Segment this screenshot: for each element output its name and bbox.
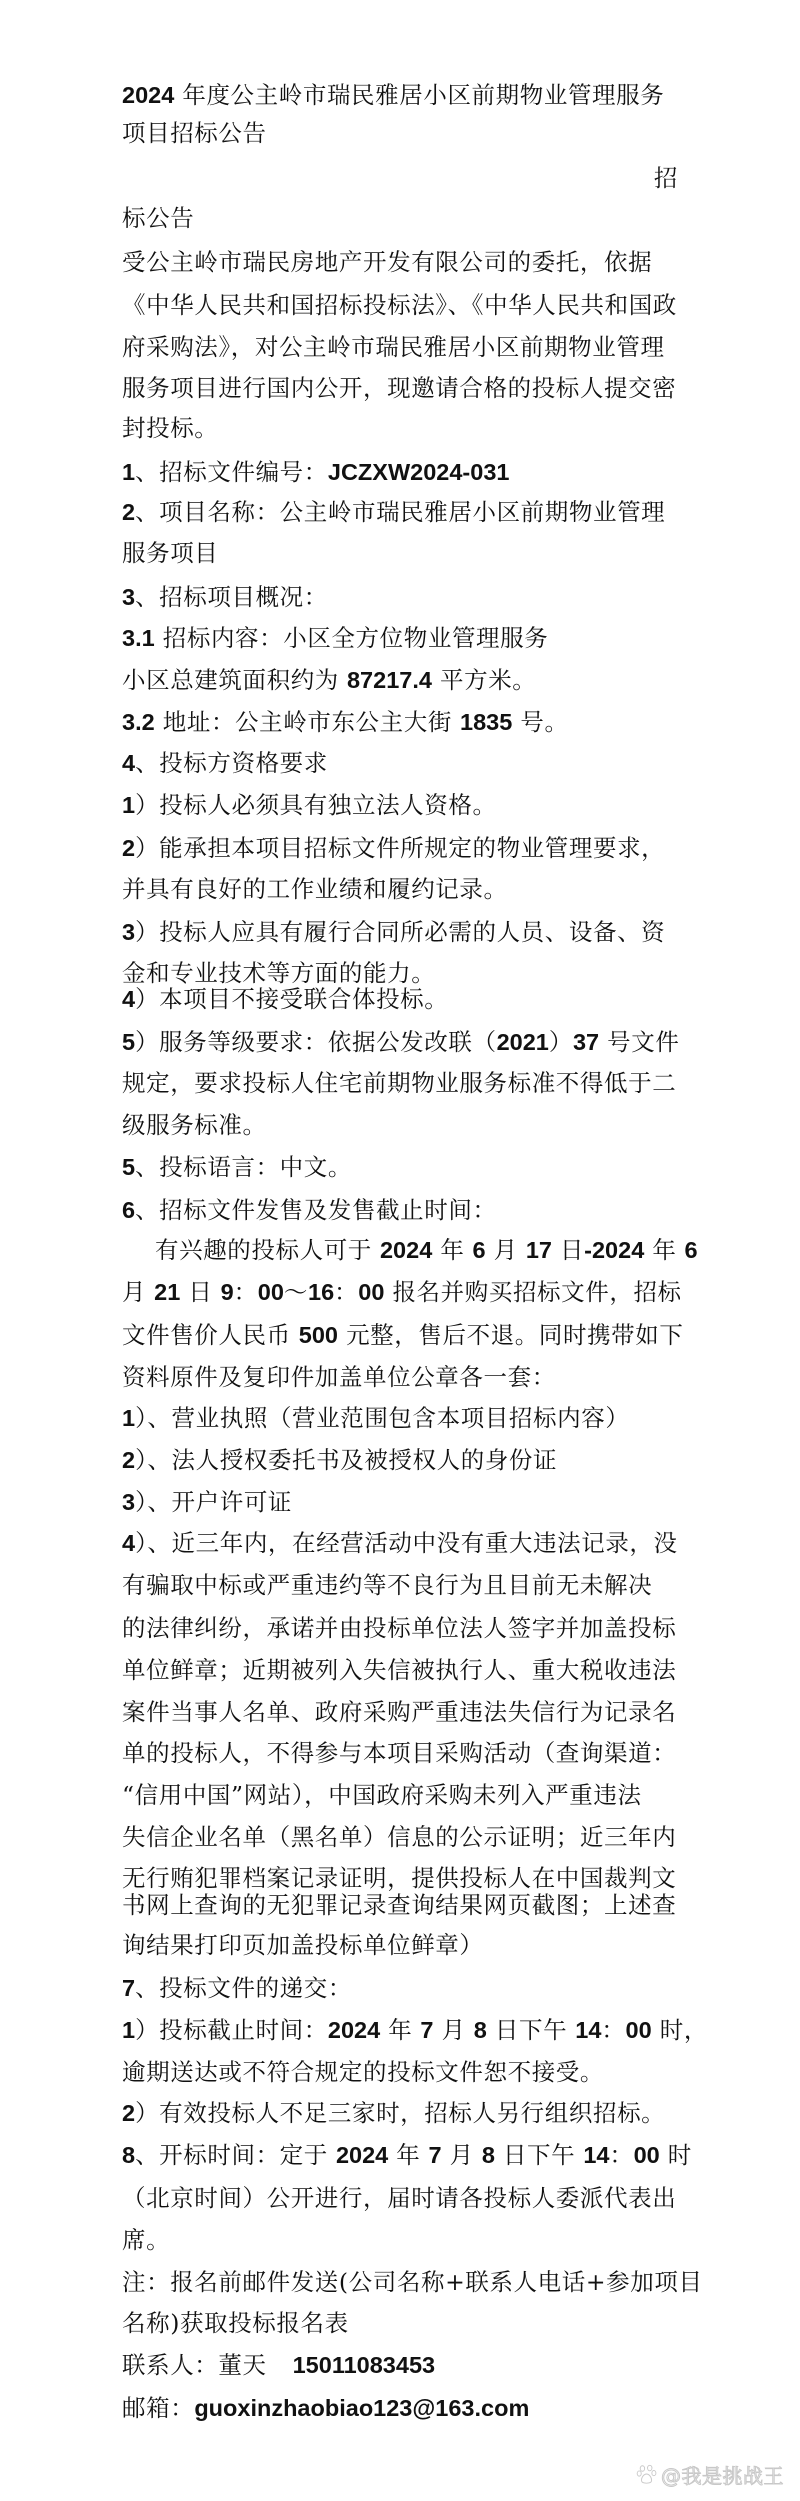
address-suffix: 号。: [512, 708, 569, 736]
qualification-item-cont: 规定，要求投标人住宅前期物业服务标准不得低于二: [122, 1069, 677, 1097]
section-5-language: [122, 1150, 352, 1184]
qualification-item: [122, 1025, 679, 1059]
text: 、开标时间：定于: [135, 2141, 336, 2169]
material-item-cont: “信用中国”网站），中国政府采购未列入严重违法: [122, 1781, 642, 1809]
item-number: 1: [122, 2017, 136, 2043]
sale-period-line: 资料原件及复印件加盖单位公章各一套：: [122, 1363, 556, 1391]
section-number: 2: [122, 499, 136, 525]
section-label: 、投标文件的递交：: [135, 1974, 352, 2002]
paren: ）: [548, 1028, 573, 1056]
doc-title-line-1: [122, 78, 664, 112]
item-number: 2: [122, 2100, 136, 2126]
item-text: ）、营业执照（营业范围包含本项目招标内容）: [135, 1404, 630, 1432]
submission-item: [122, 2013, 708, 2047]
item-text: ）服务等级要求：依据公发改联（: [135, 1028, 497, 1056]
range: ～: [283, 1278, 308, 1306]
section-number: 6: [122, 1197, 136, 1223]
item-text: ）、近三年内，在经营活动中没有重大违法记录，没: [135, 1529, 678, 1557]
material-item-cont: 询结果打印页加盖投标单位鲜章）: [122, 1931, 484, 1959]
note-line: 注：报名前邮件发送(公司名称+联系人电话+参加项目: [122, 2268, 703, 2296]
intro-line: 服务项目进行国内公开，现邀请合格的投标人提交密: [122, 374, 677, 402]
area-value: 87217.4: [346, 667, 432, 693]
text: 有兴趣的投标人可于: [155, 1236, 380, 1264]
section-8-cont: （北京时间）公开进行，届时请各投标人委派代表出: [122, 2184, 677, 2212]
item-number: 2: [122, 1447, 136, 1473]
item-text: ）、法人授权委托书及被授权人的身份证: [135, 1446, 558, 1474]
material-item: [122, 1485, 292, 1519]
minute: 00: [257, 1279, 284, 1305]
month: 6: [472, 1237, 486, 1263]
colon: ：: [601, 2016, 626, 2044]
minute: 00: [358, 1279, 385, 1305]
text: 元整，售后不退。同时携带如下: [338, 1321, 684, 1349]
section-1-document-number: [122, 455, 509, 489]
area-unit: 平方米。: [431, 666, 537, 694]
text: 月: [122, 1278, 155, 1306]
material-item-cont: 的法律纠纷，承诺并由投标单位法人签字并加盖投标: [122, 1614, 677, 1642]
section-label: 地址：公主岭市东公主大街: [154, 708, 461, 736]
item-text: ）投标人必须具有独立法人资格。: [135, 791, 497, 819]
item-text: ）有效投标人不足三家时，招标人另行组织招标。: [135, 2099, 666, 2127]
material-item-cont: 书网上查询的无犯罪记录查询结果网页截图；上述查: [122, 1891, 677, 1919]
day: 17: [525, 1237, 552, 1263]
item-number: 3: [122, 1489, 136, 1515]
title-year: 2024: [122, 82, 175, 108]
section-3-1-area: [122, 663, 536, 697]
day: 8: [481, 2142, 495, 2168]
text: 月: [441, 2141, 482, 2169]
contact-email: [122, 2391, 529, 2425]
text: 月: [433, 2016, 474, 2044]
item-number: 3: [122, 919, 136, 945]
colon: ：: [334, 1278, 359, 1306]
section-number: 1: [122, 459, 136, 485]
colon: ：: [609, 2141, 634, 2169]
text: 年: [644, 1236, 685, 1264]
section-number: 4: [122, 750, 136, 776]
section-2-project-name: [122, 495, 665, 529]
minute: 00: [625, 2017, 652, 2043]
text: 日下午: [494, 2141, 584, 2169]
section-3-overview: [122, 580, 328, 614]
qualification-item-cont: 级服务标准。: [122, 1111, 267, 1139]
hour: 14: [583, 2142, 610, 2168]
section-label: 、招标项目概况：: [135, 583, 328, 611]
section-3-2-address: [122, 705, 569, 739]
section-number: 5: [122, 1154, 136, 1180]
month: 6: [684, 1237, 698, 1263]
section-4-qualifications: [122, 746, 328, 780]
area-label: 小区总建筑面积约为: [122, 666, 347, 694]
text: 日: [551, 1236, 585, 1264]
section-label: 、项目名称：公主岭市瑞民雅居小区前期物业管理: [135, 498, 666, 526]
document-number-value: JCZXW2024-031: [327, 459, 510, 485]
intro-line: 封投标。: [122, 414, 219, 442]
item-number: 2: [122, 835, 136, 861]
sale-period-line: [122, 1318, 683, 1352]
year: 2024: [379, 1237, 433, 1263]
contact-person: [122, 2348, 435, 2382]
contact-phone: 15011083453: [292, 2352, 436, 2378]
hour: 16: [308, 1279, 335, 1305]
email-label: 邮箱：: [122, 2394, 195, 2422]
baidu-paw-icon: [636, 2463, 658, 2485]
section-number: 3.1: [122, 625, 155, 651]
note-line: 名称)获取投标报名表: [122, 2309, 349, 2337]
street-number: 1835: [460, 709, 513, 735]
section-number: 3: [122, 584, 136, 610]
section-label: 、招标文件发售及发售截止时间：: [135, 1196, 497, 1224]
material-item: [122, 1443, 557, 1477]
watermark-text: @我是挑战王: [661, 2463, 784, 2488]
title-text: 年度公主岭市瑞民雅居小区前期物业管理服务: [174, 81, 665, 109]
intro-line: 《中华人民共和国招标投标法》、《中华人民共和国政: [122, 291, 677, 319]
text: 月: [485, 1236, 526, 1264]
text: 年: [432, 1236, 473, 1264]
section-7-submission: [122, 1971, 352, 2005]
section-6-sale-period: [122, 1193, 497, 1227]
qualification-item-cont: 金和专业技术等方面的能力。: [122, 959, 436, 987]
year: -2024: [584, 1237, 645, 1263]
text: 时: [659, 2141, 692, 2169]
submission-item: [122, 2096, 665, 2130]
qualification-item: [122, 788, 497, 822]
section-8-opening-time: [122, 2138, 692, 2172]
item-number: 4: [122, 986, 136, 1012]
year: 2024: [327, 2017, 381, 2043]
reference-year: 2021: [496, 1029, 549, 1055]
submission-item-cont: 逾期送达或不符合规定的投标文件恕不接受。: [122, 2058, 604, 2086]
text: 日下午: [486, 2016, 576, 2044]
qualification-item: [122, 915, 665, 949]
material-item-cont: 单位鲜章；近期被列入失信被执行人、重大税收违法: [122, 1656, 677, 1684]
qualification-item: [122, 982, 448, 1016]
item-number: 4: [122, 1530, 136, 1556]
price: 500: [298, 1322, 338, 1348]
minute: 00: [633, 2142, 660, 2168]
month: 7: [420, 2017, 434, 2043]
text: ）投标截止时间：: [135, 2016, 328, 2044]
intro-line: 受公主岭市瑞民房地产开发有限公司的委托，依据: [122, 248, 653, 276]
section-label: 、投标语言：中文。: [135, 1153, 352, 1181]
material-item: [122, 1401, 629, 1435]
section-number: 8: [122, 2142, 136, 2168]
doc-title-line-2: 项目招标公告: [122, 119, 267, 147]
section-2-continuation: 服务项目: [122, 539, 219, 567]
item-text: ）能承担本项目招标文件所规定的物业管理要求，: [135, 834, 666, 862]
hour: 9: [220, 1279, 234, 1305]
watermark: [636, 2460, 784, 2488]
section-label: 招标内容：小区全方位物业管理服务: [154, 624, 549, 652]
item-number: 1: [122, 1405, 136, 1431]
day: 8: [473, 2017, 487, 2043]
sale-period-line: [122, 1275, 682, 1309]
material-item: [122, 1526, 678, 1560]
qualification-item-cont: 并具有良好的工作业绩和履约记录。: [122, 875, 508, 903]
contact-label: 联系人：董天: [122, 2351, 267, 2379]
section-number: 7: [122, 1975, 136, 2001]
text: 年: [388, 2141, 429, 2169]
text: 年: [380, 2016, 421, 2044]
text: 报名并购买招标文件，招标: [384, 1278, 682, 1306]
item-text: ）、开户许可证: [135, 1488, 293, 1516]
section-label: 、投标方资格要求: [135, 749, 328, 777]
material-item-cont: 有骗取中标或严重违约等不良行为且目前无未解决: [122, 1571, 653, 1599]
email-address: guoxinzhaobiao123@163.com: [194, 2395, 530, 2421]
section-label: 、招标文件编号：: [135, 458, 328, 486]
material-item-cont: 案件当事人名单、政府采购严重违法失信行为记录名: [122, 1698, 677, 1726]
item-text: ）投标人应具有履行合同所必需的人员、设备、资: [135, 918, 666, 946]
material-item-cont: 单的投标人，不得参与本项目采购活动（查询渠道：: [122, 1739, 677, 1767]
material-item-cont: 失信企业名单（黑名单）信息的公示证明；近三年内: [122, 1823, 677, 1851]
material-item-cont: 无行贿犯罪档案记录证明，提供投标人在中国裁判文: [122, 1864, 677, 1892]
item-text: ）本项目不接受联合体投标。: [135, 985, 449, 1013]
month: 7: [428, 2142, 442, 2168]
day: 21: [154, 1279, 181, 1305]
text: 文件售价人民币: [122, 1321, 299, 1349]
qualification-item: [122, 831, 665, 865]
heading-continuation: 标公告: [122, 204, 195, 232]
hour: 14: [575, 2017, 602, 2043]
intro-line: 府采购法》，对公主岭市瑞民雅居小区前期物业管理: [122, 333, 665, 361]
section-number: 3.2: [122, 709, 155, 735]
text: 日: [180, 1278, 221, 1306]
heading-right-fragment: 招: [653, 164, 678, 192]
item-number: 1: [122, 792, 136, 818]
year: 2024: [335, 2142, 389, 2168]
section-3-1-content: [122, 621, 548, 655]
colon: ：: [233, 1278, 258, 1306]
reference-number: 37: [572, 1029, 600, 1055]
section-8-cont: 席。: [122, 2226, 171, 2254]
sale-period-line: [155, 1233, 698, 1267]
text: 时，: [651, 2016, 708, 2044]
item-text-tail: 号文件: [599, 1028, 680, 1056]
item-number: 5: [122, 1029, 136, 1055]
